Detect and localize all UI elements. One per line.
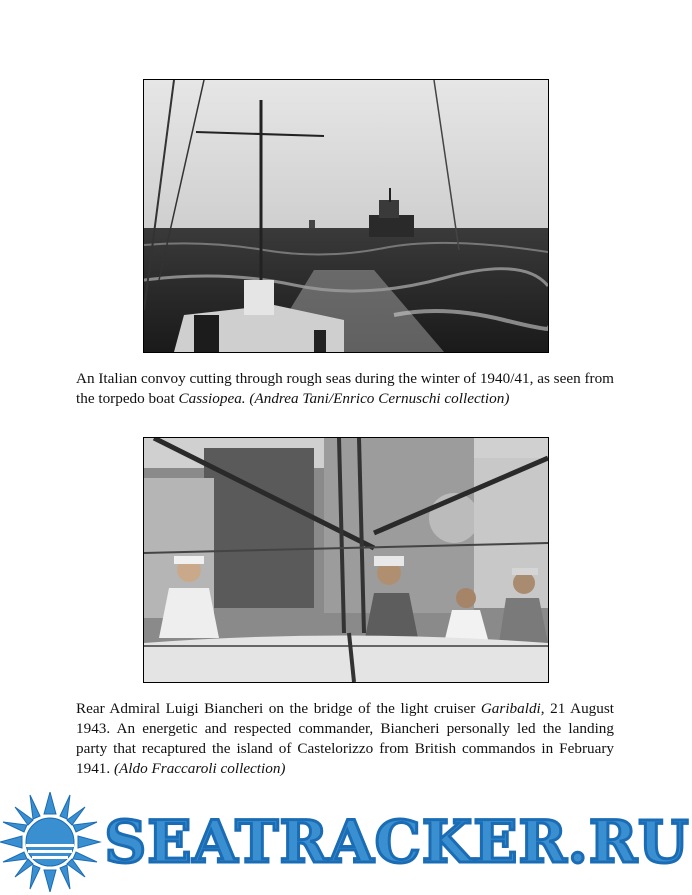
caption-text-continued: , 21 August 1943. An energetic and respected commander, Biancheri personally led the landing party that recaptured the island of Castelorizzo from British commandos in February 1941. [76,700,614,777]
ship-name: Cassiopea. [178,390,246,407]
bridge-caption [76,699,614,779]
photo-credit: (Aldo Fraccaroli collection) [113,760,286,777]
watermark-text: SEATRACKER.RU [104,808,690,876]
convoy-photo [143,79,549,353]
convoy-caption [76,369,614,409]
photo-credit: (Andrea Tani/Enrico Cernuschi collection) [245,390,510,407]
sun-icon [0,792,104,892]
ship-name: Garibaldi [480,700,541,717]
caption-text: An Italian convoy cutting through rough seas during the winter of 1940/41, as seen from the torpedo boat [76,370,614,407]
caption-text: Rear Admiral Luigi Biancheri on the bridge of the light cruiser [76,700,481,717]
bridge-photo [143,437,549,683]
